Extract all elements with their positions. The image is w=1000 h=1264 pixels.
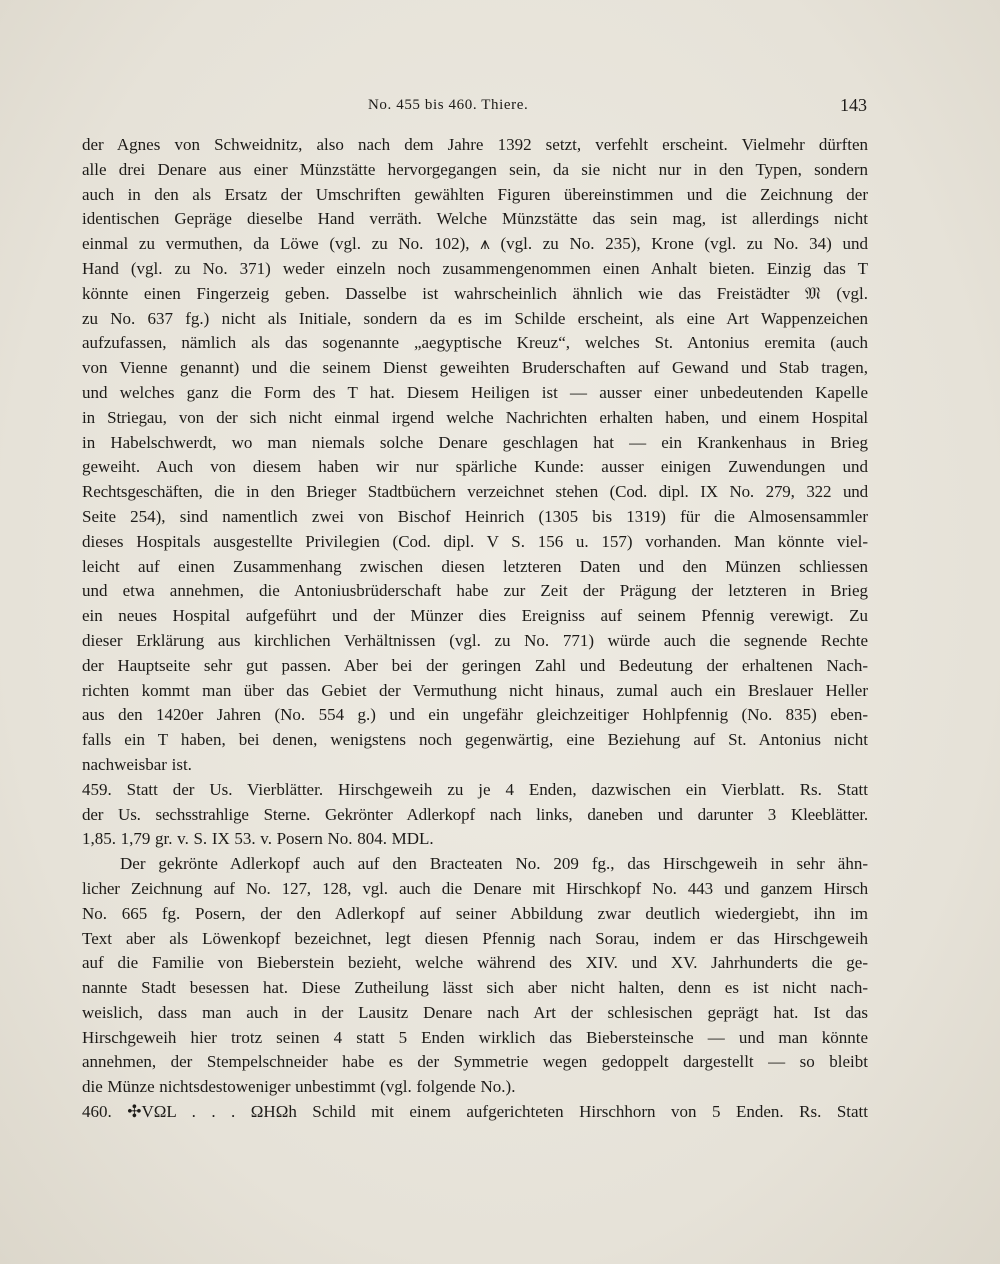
text-line: aufzufassen, nämlich als das sogenannte „aegyptische Kreuz“, welches St. Antonius eremita (auch: [82, 333, 868, 353]
text-line: leicht auf einen Zusammenhang zwischen diesen letzteren Daten und den Münzen schliessen: [82, 556, 868, 576]
text-line: annehmen, der Stempelschneider habe es der Symmetrie wegen gedoppelt dargestellt — so bleibt: [82, 1052, 868, 1072]
text-line: nannte Stadt besessen hat. Diese Zutheilung lässt sich aber nicht halten, denn es ist nicht nach-: [82, 978, 868, 998]
text-line: einmal zu vermuthen, da Löwe (vgl. zu No. 102), ⩚ (vgl. zu No. 235), Krone (vgl. zu No. 34) und: [82, 234, 868, 254]
text-line: identischen Gepräge dieselbe Hand verräth. Welche Münzstätte das sein mag, ist allerdings nicht: [82, 209, 868, 229]
text-line: Hirschgeweih hier trotz seinen 4 statt 5 Enden wirklich das Biebersteinsche — und man könnte: [82, 1027, 868, 1047]
text-line: von Vienne genannt) und die seinem Dienst geweihten Bruderschaften auf Gewand und Stab tragen,: [82, 358, 868, 378]
text-line: Hand (vgl. zu No. 371) weder einzeln noch zusammengenommen einen Anhalt bieten. Einzig das T: [82, 258, 868, 278]
text-line: licher Zeichnung auf No. 127, 128, vgl. auch die Denare mit Hirschkopf No. 443 und ganzem Hirsch: [82, 878, 868, 898]
entry-459-line: 459. Statt der Us. Vierblätter. Hirschgeweih zu je 4 Enden, dazwischen ein Vierblatt. Rs. Statt: [82, 779, 868, 799]
text-line: könnte einen Fingerzeig geben. Dasselbe ist wahrscheinlich ähnlich wie das Freistädter 𝔐 (vgl.: [82, 283, 868, 303]
text-line: falls ein T haben, bei denen, wenigstens noch gegenwärtig, eine Beziehung auf St. Antonius nicht: [82, 730, 868, 750]
text-line: weislich, dass man auch in der Lausitz Denare nach Art der schlesischen geprägt hat. Ist das: [82, 1002, 868, 1022]
running-header: [0, 97, 1000, 119]
text-line: in Striegau, von der sich nicht einmal irgend welche Nachrichten erhalten haben, und einem Hospital: [82, 407, 868, 427]
text-line: der Hauptseite sehr gut passen. Aber bei der geringen Zahl und Bedeutung der erhaltenen Nach-: [82, 655, 868, 675]
text-line: die Münze nichtsdestoweniger unbestimmt (vgl. folgende No.).: [82, 1077, 516, 1097]
text-line: ein neues Hospital aufgeführt und der Münzer dies Ereigniss auf seinem Pfennig verewigt. Zu: [82, 606, 868, 626]
text-line: auf die Familie von Bieberstein bezieht, welche während des XIV. und XV. Jahrhunderts die ge-: [82, 953, 868, 973]
text-line: Der gekrönte Adlerkopf auch auf den Bracteaten No. 209 fg., das Hirschgeweih in sehr ähn-: [120, 854, 868, 874]
entry-460-line: 460. ✣VΩL . . . ΩHΩh Schild mit einem aufgerichteten Hirschhorn von 5 Enden. Rs. Statt: [82, 1102, 868, 1122]
text-line: alle drei Denare aus einer Münzstätte hervorgegangen sein, da sie nicht nur in den Typen, sondern: [82, 159, 868, 179]
text-line: dieser Erklärung aus kirchlichen Verhältnissen (vgl. zu No. 771) würde auch die segnende Rechte: [82, 630, 868, 650]
text-line: No. 665 fg. Posern, der den Adlerkopf auf seiner Abbildung zwar deutlich wiedergiebt, ihn im: [82, 903, 868, 923]
text-line: der Agnes von Schweidnitz, also nach dem Jahre 1392 setzt, verfehlt erscheint. Vielmehr dürften: [82, 135, 868, 154]
text-line: Text aber als Löwenkopf bezeichnet, legt diesen Pfennig nach Sorau, indem er das Hirschgeweih: [82, 928, 868, 948]
text-line: und welches ganz die Form des T hat. Diesem Heiligen ist — ausser einer unbedeutenden Kapelle: [82, 382, 868, 402]
text-line: Seite 254), sind namentlich zwei von Bischof Heinrich (1305 bis 1319) für die Almosensammler: [82, 506, 868, 526]
text-line: auch in den als Ersatz der Umschriften gewählten Figuren übereinstimmen und die Zeichnung der: [82, 184, 868, 204]
text-line: geweiht. Auch von diesem haben wir nur spärliche Kunde: ausser einigen Zuwendungen und: [82, 457, 868, 477]
text-line: und etwa annehmen, die Antoniusbrüderschaft habe zur Zeit der Prägung der letzteren in Brieg: [82, 581, 868, 601]
text-line: der Us. sechsstrahlige Sterne. Gekrönter Adlerkopf nach links, daneben und darunter 3 Kleeblätter.: [82, 804, 868, 824]
text-line: aus den 1420er Jahren (No. 554 g.) und ein ungefähr gleichzeitiger Hohlpfennig (No. 835) eben-: [82, 705, 868, 725]
text-line: 1,85. 1,79 gr. v. S. IX 53. v. Posern No. 804. MDL.: [82, 829, 434, 849]
text-line: richten kommt man über das Gebiet der Vermuthung nicht hinaus, zumal auch ein Breslauer Heller: [82, 680, 868, 700]
body-text: [82, 133, 868, 1125]
text-line: in Habelschwerdt, wo man niemals solche Denare geschlagen hat — ein Krankenhaus in Brieg: [82, 432, 868, 452]
page-number: 143: [840, 95, 867, 115]
text-line: zu No. 637 fg.) nicht als Initiale, sondern da es im Schilde erscheint, als eine Art Wappenzeichen: [82, 308, 868, 328]
header-title: No. 455 bis 460. Thiere.: [368, 97, 529, 113]
text-line: nachweisbar ist.: [82, 754, 192, 774]
text-line: dieses Hospitals ausgestellte Privilegien (Cod. dipl. V S. 156 u. 157) vorhanden. Man könnte viel-: [82, 531, 868, 551]
text-line: Rechtsgeschäften, die in den Brieger Stadtbüchern verzeichnet stehen (Cod. dipl. IX No. 279, 322 und: [82, 482, 868, 502]
